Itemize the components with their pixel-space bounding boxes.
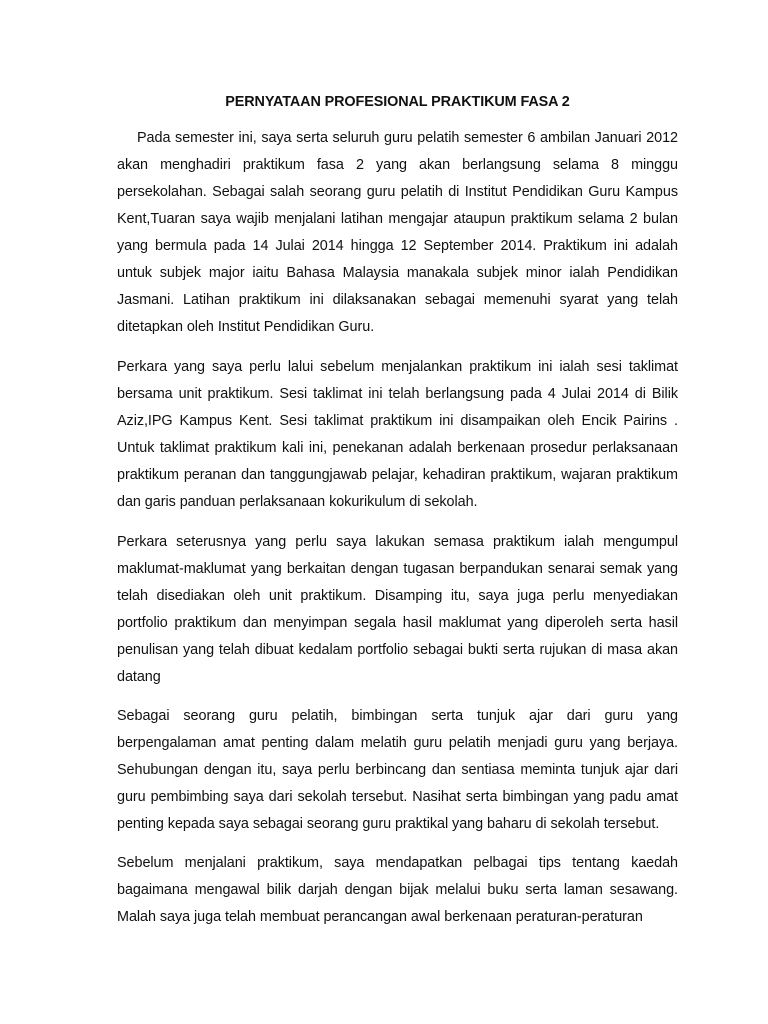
- paragraph-5: Sebelum menjalani praktikum, saya mendapatkan pelbagai tips tentang kaedah bagaimana mengawal bilik darjah dengan bijak melalui buku serta laman sesawang. Malah saya juga telah membuat perancangan awal berkenaan peraturan-peraturan: [117, 855, 678, 925]
- paragraph-2: Perkara yang saya perlu lalui sebelum menjalankan praktikum ini ialah sesi taklimat bersama unit praktikum. Sesi taklimat ini telah berlangsung pada 4 Julai 2014 di Bilik Aziz,IPG Kampus Kent. Sesi taklimat praktikum ini disampaikan oleh Encik Pairins . Untuk taklimat praktikum kali ini, penekanan adalah berkenaan prosedur perlaksanaan praktikum peranan dan tanggungjawab pelajar, kehadiran praktikum, wajaran praktikum dan garis panduan perlaksanaan kokurikulum di sekolah.: [117, 359, 678, 510]
- document-title: PERNYATAAN PROFESIONAL PRAKTIKUM FASA 2: [225, 94, 570, 110]
- paragraph-3: Perkara seterusnya yang perlu saya lakukan semasa praktikum ialah mengumpul maklumat-maklumat yang berkaitan dengan tugasan berpandukan senarai semak yang telah disediakan oleh unit praktikum. Disamping itu, saya juga perlu menyediakan portfolio praktikum dan menyimpan segala hasil maklumat yang diperoleh serta hasil penulisan yang telah dibuat kedalam portfolio sebagai bukti serta rujukan di masa akan datang: [117, 534, 678, 685]
- paragraph-1: Pada semester ini, saya serta seluruh guru pelatih semester 6 ambilan Januari 2012 akan menghadiri praktikum fasa 2 yang akan berlangsung selama 8 minggu persekolahan. Sebagai salah seorang guru pelatih di Institut Pendidikan Guru Kampus Kent,Tuaran saya wajib menjalani latihan mengajar ataupun praktikum selama 2 bulan yang bermula pada 14 Julai 2014 hingga 12 September 2014. Praktikum ini adalah untuk subjek major iaitu Bahasa Malaysia manakala subjek minor ialah Pendidikan Jasmani. Latihan praktikum ini dilaksanakan sebagai memenuhi syarat yang telah ditetapkan oleh Institut Pendidikan Guru.: [117, 130, 678, 335]
- paragraph-4: Sebagai seorang guru pelatih, bimbingan serta tunjuk ajar dari guru yang berpengalaman amat penting dalam melatih guru pelatih menjadi guru yang berjaya. Sehubungan dengan itu, saya perlu berbincang dan sentiasa meminta tunjuk ajar dari guru pembimbing saya dari sekolah tersebut. Nasihat serta bimbingan yang padu amat penting kepada saya sebagai seorang guru praktikal yang baharu di sekolah tersebut.: [117, 708, 678, 832]
